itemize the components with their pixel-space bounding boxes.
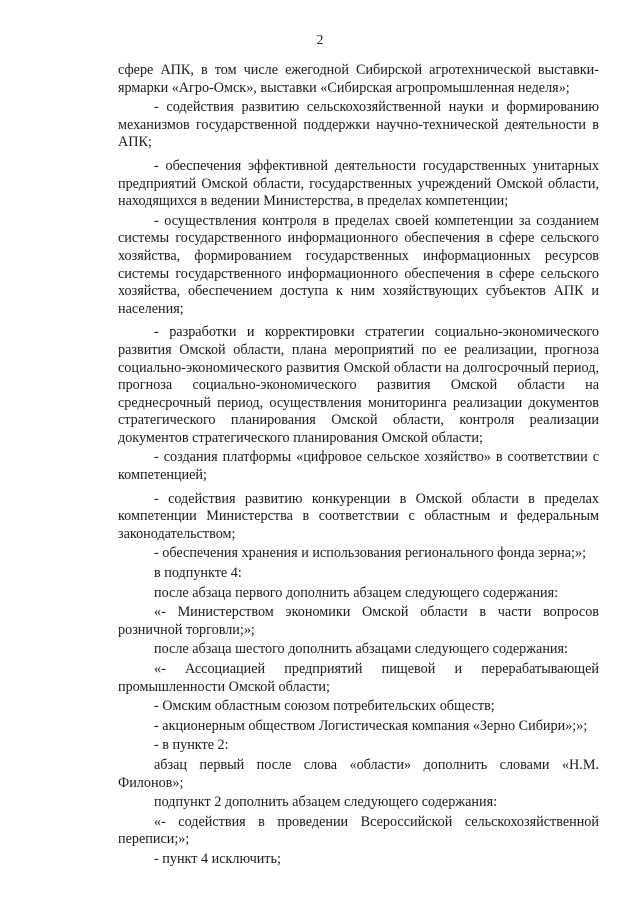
paragraph: «- Ассоциацией предприятий пищевой и перерабатывающей промышленности Омской области; <box>118 661 599 695</box>
paragraph: - создания платформы «цифровое сельское хозяйство» в соответствии с компетенцией; <box>118 449 599 484</box>
paragraph: в подпункте 4: <box>154 565 242 582</box>
page-number: 2 <box>316 33 324 48</box>
paragraph: - акционерным обществом Логистическая компания «Зерно Сибири»;»; <box>154 717 588 734</box>
paragraph: - разработки и корректировки стратегии социально-экономического развития Омской области, плана мероприятий по ее реализации, прогноза социально-экономического развития Омской области на долгосрочный период, прогноза социально-экономического развития Омской области на среднесрочный период, осуществления мониторинга реализации документов стратегического планирования Омской области, контроля реализации документов стратегического планирования Омской области; <box>118 324 599 446</box>
paragraph: - содействия развитию конкуренции в Омской области в пределах компетенции Министерства в соответствии с областным и федеральным законодательством; <box>118 490 599 542</box>
paragraph: - обеспечения хранения и использования регионального фонда зерна;»; <box>154 545 587 562</box>
paragraph: «- содействия в проведении Всероссийской сельскохозяйственной переписи;»; <box>118 813 599 848</box>
paragraph: после абзаца первого дополнить абзацем следующего содержания: <box>154 584 559 601</box>
paragraph: - осуществления контроля в пределах своей компетенции за созданием системы государственного информационного обеспечения в сфере сельского хозяйства, формированием государственных информационных ресурсов системы государственного информационного обеспечения в сфере сельского хозяйства, обеспечением доступа к ним хозяйствующих субъектов АПК и населения; <box>118 212 599 317</box>
paragraph: - обеспечения эффективной деятельности государственных унитарных предприятий Омской области, государственных учреждений Омской области, находящихся в ведении Министерства, в пределах компетенции; <box>118 157 599 210</box>
paragraph: абзац первый после слова «области» дополнить словами «Н.М. Филонов»; <box>118 756 599 791</box>
paragraph: подпункт 2 дополнить абзацем следующего содержания: <box>154 794 498 811</box>
paragraph: - пункт 4 исключить; <box>154 850 281 867</box>
document-body <box>118 62 599 871</box>
paragraph: - в пункте 2: <box>154 737 229 754</box>
paragraph: - Омским областным союзом потребительских обществ; <box>154 698 495 715</box>
paragraph: сфере АПК, в том числе ежегодной Сибирской агротехнической выставки-ярмарки «Агро-Омск», выставки «Сибирская агропромышленная неделя»; <box>118 62 599 96</box>
paragraph: - содействия развитию сельскохозяйственной науки и формированию механизмов государственной поддержки научно-технической деятельности в АПК; <box>118 99 599 151</box>
paragraph: после абзаца шестого дополнить абзацами следующего содержания: <box>154 641 568 658</box>
paragraph: «- Министерством экономики Омской области в части вопросов розничной торговли;»; <box>118 604 599 638</box>
